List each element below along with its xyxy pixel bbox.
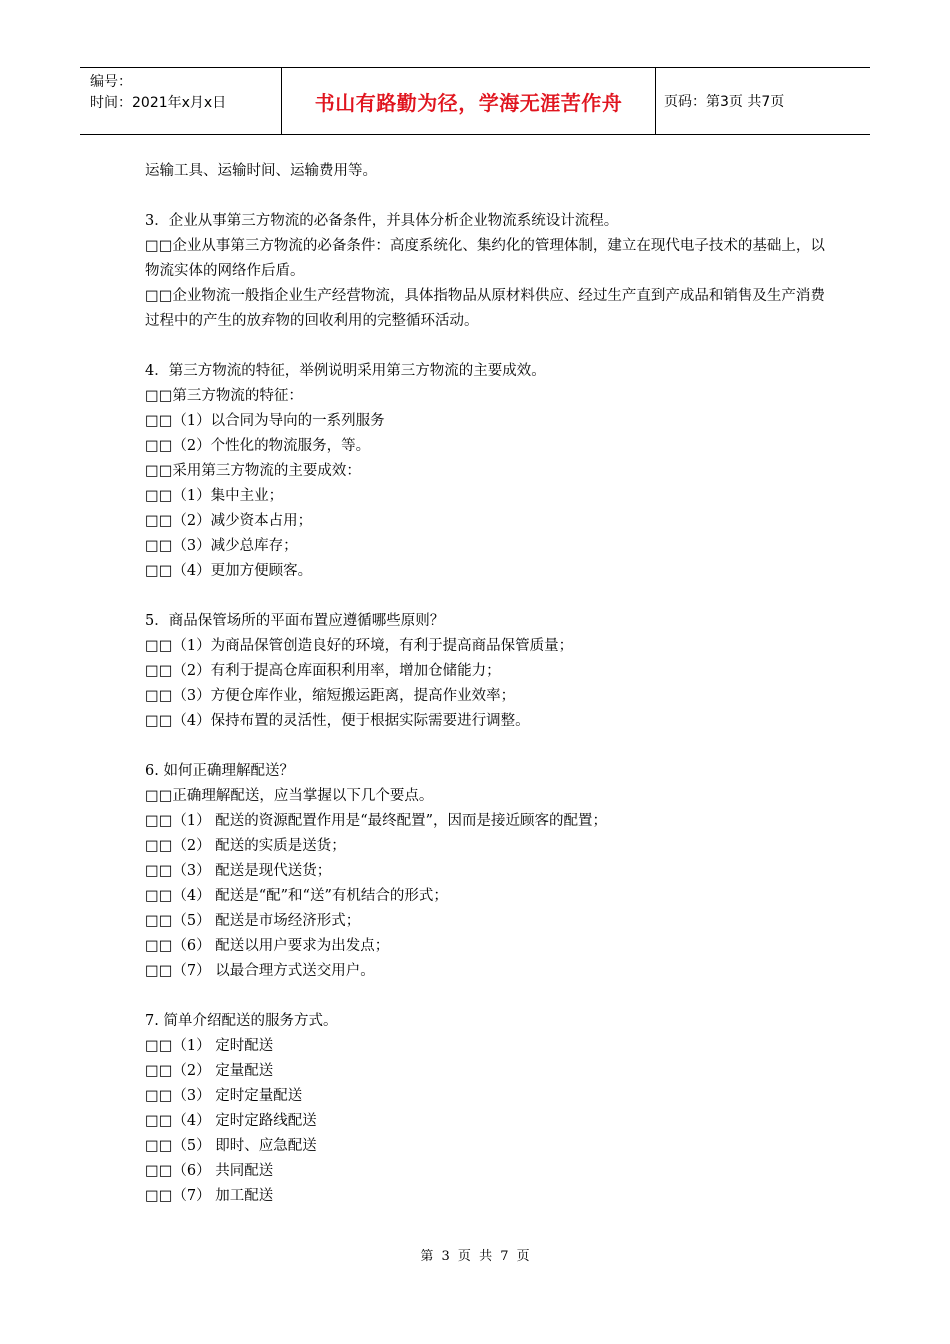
list-item: □□（1）以合同为导向的一系列服务 <box>145 413 385 429</box>
list-item: □□（3） 定时定量配送 <box>145 1088 303 1104</box>
paragraph-gap <box>145 984 825 1009</box>
footer-text: 页 <box>516 1249 530 1264</box>
list-item: □□（6） 共同配送 <box>145 1163 274 1179</box>
header-page-label: 页码：第3页 共7页 <box>664 94 785 110</box>
list-item: □□（5） 即时、应急配送 <box>145 1138 317 1154</box>
question-heading: 3．企业从事第三方物流的必备条件，并具体分析企业物流系统设计流程。 <box>145 213 619 229</box>
question-heading: 4．第三方物流的特征，举例说明采用第三方物流的主要成效。 <box>145 363 546 379</box>
list-item: □□（6） 配送以用户要求为出发点； <box>145 938 390 954</box>
text-line: 运输工具、运输时间、运输费用等。 <box>145 163 377 179</box>
list-item: □□（4）更加方便顾客。 <box>145 563 313 579</box>
list-item: □□（7） 以最合理方式送交用户。 <box>145 963 375 979</box>
footer-page-number: 3 <box>441 1249 450 1264</box>
list-item: □□（4） 配送是“配”和“送”有机结合的形式； <box>145 888 448 904</box>
paragraph-gap <box>145 584 825 609</box>
answer-paragraph: □□企业物流一般指企业生产经营物流，具体指物品从原材料供应、经过生产直到产成品和销售及生产消费过程中的产生的放弃物的回收利用的完整循环活动。 <box>145 288 825 329</box>
list-item: □□（2）个性化的物流服务，等。 <box>145 438 371 454</box>
question-heading: 5．商品保管场所的平面布置应遵循哪些原则？ <box>145 613 445 629</box>
doc-number-label: 编号： <box>90 74 132 90</box>
header-motto: 书山有路勤为径，学海无涯苦作舟 <box>281 68 656 134</box>
question-heading: 6. 如何正确理解配送？ <box>145 763 294 779</box>
list-item: □□（4）保持布置的灵活性，便于根据实际需要进行调整。 <box>145 713 530 729</box>
answer-paragraph: □□企业从事第三方物流的必备条件：高度系统化、集约化的管理体制，建立在现代电子技术的基础上，以物流实体的网络作后盾。 <box>145 238 825 279</box>
list-item: □□（7） 加工配送 <box>145 1188 274 1204</box>
paragraph-gap <box>145 734 825 759</box>
question-heading: 7. 简单介绍配送的服务方式。 <box>145 1013 338 1029</box>
paragraph-gap <box>145 334 825 359</box>
list-item: □□（5） 配送是市场经济形式； <box>145 913 361 929</box>
list-item: □□（3）方便仓库作业，缩短搬运距离，提高作业效率； <box>145 688 516 704</box>
list-item: □□（4） 定时定路线配送 <box>145 1113 317 1129</box>
footer-text: 页 <box>457 1249 471 1264</box>
list-item: □□（2） 配送的实质是送货； <box>145 838 346 854</box>
paragraph-gap <box>145 184 825 209</box>
list-item: □□（3）减少总库存； <box>145 538 298 554</box>
page-header <box>80 67 870 135</box>
list-item: □□（2）减少资本占用； <box>145 513 313 529</box>
footer-total-pages: 7 <box>500 1249 509 1264</box>
text-line: □□正确理解配送，应当掌握以下几个要点。 <box>145 788 434 804</box>
list-item: □□（3） 配送是现代送货； <box>145 863 332 879</box>
list-item: □□（1）为商品保管创造良好的环境，有利于提高商品保管质量； <box>145 638 574 654</box>
footer-text: 共 <box>479 1249 493 1264</box>
text-line: □□采用第三方物流的主要成效： <box>145 463 361 479</box>
list-item: □□（1） 定时配送 <box>145 1038 274 1054</box>
document-body <box>145 159 825 1209</box>
header-left-cell <box>80 68 281 134</box>
list-item: □□（2） 定量配送 <box>145 1063 274 1079</box>
list-item: □□（2）有利于提高仓库面积利用率，增加仓储能力； <box>145 663 501 679</box>
list-item: □□（1）集中主业； <box>145 488 284 504</box>
doc-date-label: 时间：2021年x月x日 <box>90 95 227 111</box>
text-line: □□第三方物流的特征： <box>145 388 303 404</box>
list-item: □□（1） 配送的资源配置作用是“最终配置”，因而是接近顾客的配置； <box>145 813 608 829</box>
page-footer <box>0 1245 950 1264</box>
footer-text: 第 <box>420 1249 434 1264</box>
